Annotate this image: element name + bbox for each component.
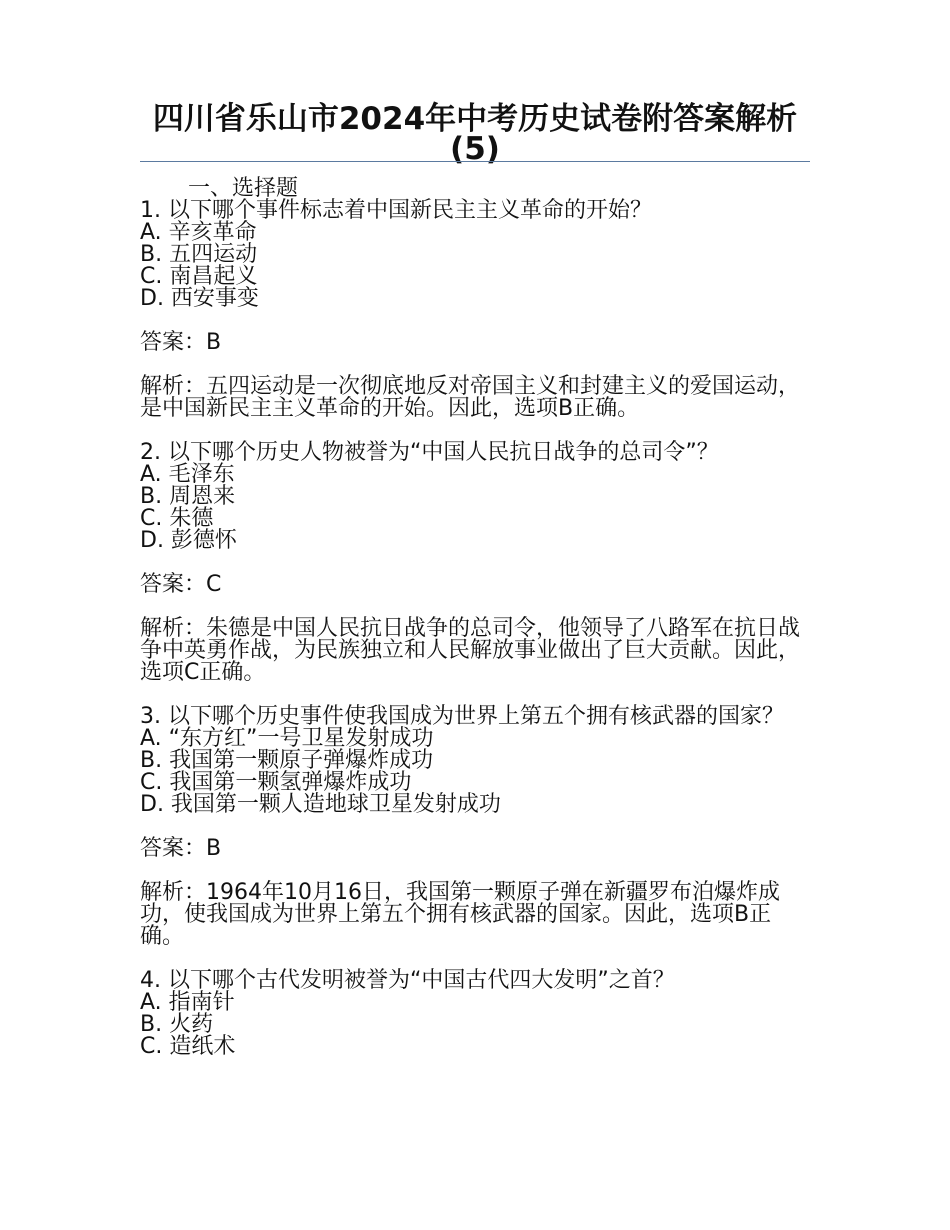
option-b: B. 火药	[140, 1012, 214, 1037]
answer-value: C	[206, 572, 222, 597]
option-d: D. 我国第一颗人造地球卫星发射成功	[140, 792, 501, 817]
question-stem: 2. 以下哪个历史人物被誉为“中国人民抗日战争的总司令”？	[140, 440, 719, 465]
analysis-label: 解析：	[140, 374, 207, 399]
analysis-line	[140, 882, 812, 948]
answer-line	[140, 838, 812, 860]
answer-value: B	[206, 836, 222, 861]
option-a: A. 指南针	[140, 990, 235, 1015]
answer-line	[140, 332, 812, 354]
answer-label: 答案：	[140, 836, 207, 861]
question-stem: 4. 以下哪个古代发明被誉为“中国古代四大发明”之首？	[140, 968, 675, 993]
title-underline	[140, 161, 810, 162]
analysis-line	[140, 376, 812, 420]
question-4	[140, 970, 812, 1058]
option-c: C. 造纸术	[140, 1034, 236, 1059]
section-heading: 一、选择题	[188, 176, 299, 201]
option-a: A. 毛泽东	[140, 462, 235, 487]
option-c: C. 朱德	[140, 506, 214, 531]
option-d: D. 西安事变	[140, 286, 259, 311]
option-d: D. 彭德怀	[140, 528, 237, 553]
option-b: B. 五四运动	[140, 242, 258, 267]
analysis-label: 解析：	[140, 616, 207, 641]
option-a: A. “东方红”一号卫星发射成功	[140, 726, 434, 751]
option-c: C. 我国第一颗氢弹爆炸成功	[140, 770, 412, 795]
document-body	[140, 178, 812, 1058]
analysis-text: 1964年10月16日，我国第一颗原子弹在新疆罗布泊爆炸成功，使我国成为世界上第五个拥有核武器的国家。因此，选项B正确。	[140, 880, 780, 949]
option-b: B. 我国第一颗原子弹爆炸成功	[140, 748, 434, 773]
analysis-text: 五四运动是一次彻底地反对帝国主义和封建主义的爱国运动，是中国新民主主义革命的开始。因此，选项B正确。	[140, 374, 801, 421]
answer-line	[140, 574, 812, 596]
question-2	[140, 442, 812, 706]
question-1	[140, 200, 812, 442]
question-stem: 1. 以下哪个事件标志着中国新民主主义革命的开始？	[140, 198, 652, 223]
option-b: B. 周恩来	[140, 484, 236, 509]
option-c: C. 南昌起义	[140, 264, 258, 289]
document-title: 四川省乐山市2024年中考历史试卷附答案解析(5)	[152, 101, 798, 167]
question-stem: 3. 以下哪个历史事件使我国成为世界上第五个拥有核武器的国家？	[140, 704, 784, 729]
question-3	[140, 706, 812, 970]
answer-value: B	[206, 330, 222, 355]
option-a: A. 辛亥革命	[140, 220, 257, 245]
analysis-text: 朱德是中国人民抗日战争的总司令，他领导了八路军在抗日战争中英勇作战，为民族独立和人民解放事业做出了巨大贡献。因此，选项C正确。	[140, 616, 801, 685]
analysis-line	[140, 618, 812, 684]
answer-label: 答案：	[140, 572, 207, 597]
answer-label: 答案：	[140, 330, 207, 355]
analysis-label: 解析：	[140, 880, 207, 905]
